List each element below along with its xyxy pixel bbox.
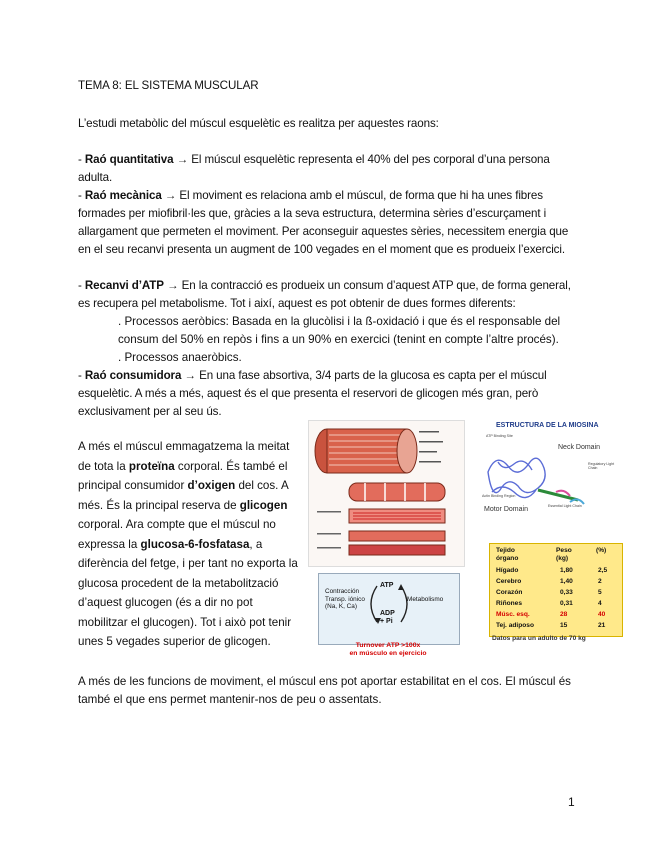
atp-binding-label: ATP Binding Site (486, 434, 513, 438)
cycle-adp-label: ADP + Pi (380, 610, 395, 625)
motor-domain-label: Motor Domain (484, 506, 528, 513)
reason-consumidora: - Raó consumidora → En una fase absortiva, 3/4 parts de la glucosa es capta per el múscul esquelètic. A més a més, aquest és el que presenta el reservori de glicogen més gran, però exclusivament per al seu ús. (78, 369, 547, 418)
essential-chain-label: Essential Light Chain (548, 504, 582, 508)
table-cell: Corazón (496, 589, 523, 596)
process-anaerobic: . Processos anaeròbics. (118, 351, 242, 364)
tissue-table-figure (489, 543, 621, 661)
table-cell: 1,80 (560, 567, 573, 574)
reason-quantitativa: - Raó quantitativa → El múscul esquelètic representa el 40% del pes corporal d’una persona adulta. (78, 153, 550, 184)
muscle-structure-figure (308, 420, 465, 567)
table-cell: 5 (598, 589, 602, 596)
muscle-diagram (309, 421, 464, 566)
cycle-caption: Turnover ATP >100x en músculo en ejercicio (349, 642, 427, 657)
table-cell: 21 (598, 622, 606, 629)
reason-atp: - Recanvi d’ATP → En la contracció es produeix un consum d’aquest ATP que, de forma general, es recupera pel metabolisme. Tot i així, aquest es pot obtenir de dues formes diferents: (78, 279, 571, 310)
table-cell: 2 (598, 578, 602, 585)
table-cell: Hígado (496, 567, 519, 574)
table-header-tissue: Tejido órgano (496, 547, 519, 562)
table-cell: 4 (598, 600, 602, 607)
myosin-structure-figure (478, 420, 621, 538)
reason-mecanica: - Raó mecànica → El moviment es relaciona amb el múscul, de forma que hi ha unes fibres formades per miofibril·les que, gràcies a la seva estructura, determina sèries d’escurçament i allargament que permeten el moviment. Per aconseguir aquestes sèries, necessitem energia que en el seu recanvi presenta un augment de 100 vegades en el moment que es produeix l’exercici. (78, 189, 569, 256)
table-cell: 2,5 (598, 567, 608, 574)
cycle-arrows (367, 580, 412, 630)
table-cell: 40 (598, 611, 606, 618)
cycle-left-label: Contracción Transp. iónico (Na, K, Ca) (325, 588, 365, 611)
table-cell: 0,31 (560, 600, 573, 607)
atp-cycle-figure (318, 573, 460, 645)
bottom-paragraph: A més de les funcions de moviment, el múscul ens pot aportar estabilitat en el cos. El múscul és també el que ens permet mantenir-nos de peu o assentats. (78, 675, 571, 706)
table-cell: 0,33 (560, 589, 573, 596)
page-title: TEMA 8: EL SISTEMA MUSCULAR (78, 79, 259, 92)
actin-binding-label: Actin Binding Region (482, 494, 516, 498)
table-cell: 28 (560, 611, 568, 618)
page-number: 1 (568, 795, 575, 809)
cycle-right-label: Metabolismo (407, 596, 444, 603)
tissue-table (489, 543, 623, 637)
table-cell: 1,40 (560, 578, 573, 585)
cycle-atp-label: ATP (380, 582, 394, 589)
process-aerobic: . Processos aeròbics: Basada en la glucòlisi i la ß-oxidació i que és el responsable del consum del 50% en repòs i fins a un 90% en exercici (tenint en compte l’altre procés). (118, 315, 561, 346)
table-cell: Músc. esq. (496, 611, 530, 618)
intro-text: L’estudi metabòlic del múscul esquelètic es realitza per aquestes raons: (78, 117, 439, 130)
table-caption: Datos para un adulto de 70 kg (492, 635, 586, 642)
table-cell: 15 (560, 622, 568, 629)
table-cell: Cerebro (496, 578, 522, 585)
table-cell: Tej. adiposo (496, 622, 534, 629)
table-cell: Riñones (496, 600, 523, 607)
table-header-weight: Peso (kg) (556, 547, 572, 562)
neck-domain-label: Neck Domain (558, 444, 601, 451)
myosin-title: ESTRUCTURA DE LA MIOSINA (496, 422, 599, 429)
left-column-text: A més el múscul emmagatzema la meitat de tota la proteïna corporal. És també el principal consumidor d’oxigen del cos. A més. És la principal reserva de glicogen corporal. Ara compte que el múscul no expressa la glucosa-6-fosfatasa, a diferència del fetge, i per tant no exporta la glucosa procedent de la metabolització d’aquest glucogen (és a dir no pot mobilitzar el glucogen). Tot i això pot tenir unes 5 vegades superior de glicogen. (78, 440, 298, 648)
regulatory-chain-label: Regulatory Light Chain (588, 462, 615, 470)
table-header-percent: (%) (596, 547, 607, 554)
